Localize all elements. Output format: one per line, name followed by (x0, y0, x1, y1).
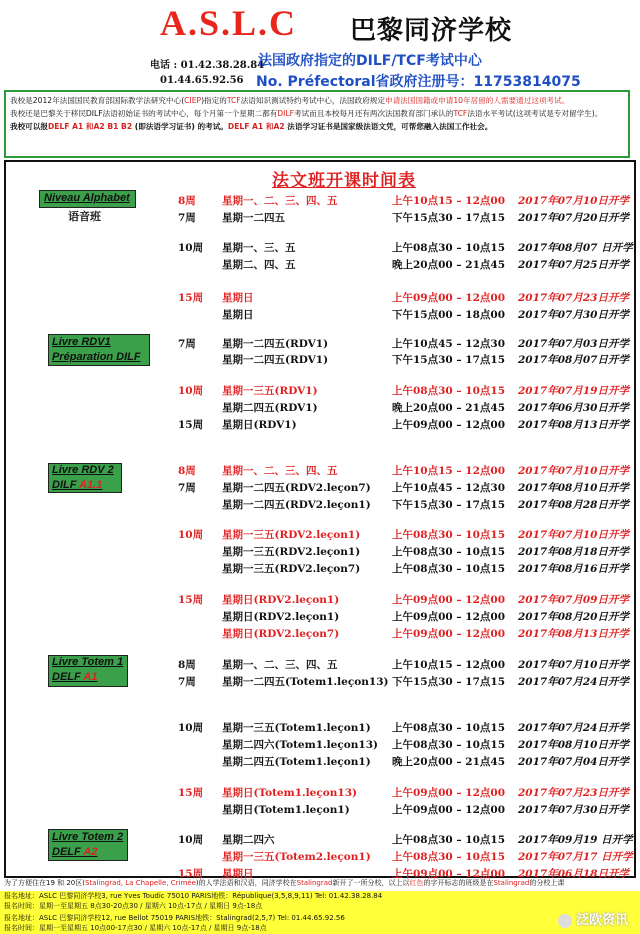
row-date: 2017年08月16日开学 (518, 563, 629, 575)
schedule-row (0, 383, 640, 399)
row-date: 2017年08月20日开学 (518, 611, 629, 623)
row-days: 星期日(RDV2.leçon1) (222, 611, 340, 623)
schedule-row (0, 832, 640, 848)
level-totem1: Livre Totem 1 (52, 656, 124, 668)
schedule-row (0, 210, 640, 226)
notice-line-2: 我校还是巴黎关于移民DILF法语初始证书的考试中心，每个月第一个星期二都有DILF考试而且本校每月还有两次法国教育部门承认的TCF法语水平考试(这项考试是专对留学生)。 (10, 109, 603, 118)
level-alphabet: Niveau Alphabet (44, 192, 130, 204)
row-days: 星期二四六 (222, 834, 275, 846)
row-days: 星期二、四、五 (222, 259, 296, 271)
row-days: 星期日(Totem1.leçon1) (222, 804, 350, 816)
row-date: 2017年08月10日开学 (518, 739, 629, 751)
logo: A.S.L.C (160, 3, 298, 43)
schedule-row (0, 463, 640, 479)
school-name: 巴黎同济学校 (350, 16, 513, 46)
row-days: 星期一三五(RDV2.leçon1) (222, 529, 361, 541)
row-date: 2017年07月20日开学 (518, 212, 629, 224)
schedule-row (0, 737, 640, 753)
row-days: 星期一二四五(RDV1) (222, 338, 329, 350)
row-time: 上午08点30 – 10点15 (392, 834, 506, 846)
row-time: 晚上20点00 – 21点45 (392, 756, 506, 768)
schedule-row (0, 754, 640, 770)
row-date: 2017年07月10日开学 (518, 195, 629, 207)
row-weeks: 7周 (178, 482, 196, 494)
row-weeks: 7周 (178, 212, 196, 224)
row-weeks: 15周 (178, 594, 204, 606)
row-time: 上午08点30 – 10点15 (392, 563, 506, 575)
schedule-row (0, 480, 640, 496)
row-weeks: 15周 (178, 787, 204, 799)
row-time: 下午15点30 – 17点15 (392, 212, 506, 224)
schedule-row (0, 657, 640, 673)
wechat-icon (558, 914, 572, 928)
row-weeks: 15周 (178, 419, 204, 431)
notice-line-3: 我校可以报DELF A1 和A2 B1 B2 (即法语学习证书) 的考试。DELF A1 和A2 法语学习证书是国家级法语文凭，可帮您融入法国工作社会。 (10, 122, 493, 131)
row-time: 上午09点00 – 12点00 (392, 611, 506, 623)
row-time: 下午15点30 – 17点15 (392, 499, 506, 511)
row-date: 2017年07月24日开学 (518, 676, 629, 688)
phone-2: 01.44.65.92.56 (160, 75, 244, 86)
row-date: 2017年07月23日开学 (518, 787, 629, 799)
level-totem2-sub: DELF A2 (52, 846, 98, 858)
row-weeks: 10周 (178, 722, 204, 734)
row-days: 星期一三五(RDV1) (222, 385, 318, 397)
row-date: 2017年07月03日开学 (518, 338, 629, 350)
row-date: 2017年06月18日开学 (518, 868, 629, 880)
row-time: 上午09点00 – 12点00 (392, 419, 506, 431)
row-days: 星期一三五(Totem2.leçon1) (222, 851, 371, 863)
row-days: 星期一二四五(Totem1.leçon13) (222, 676, 389, 688)
row-weeks: 7周 (178, 338, 196, 350)
schedule-row (0, 849, 640, 865)
row-time: 晚上20点00 – 21点45 (392, 402, 506, 414)
row-time: 上午10点15 – 12点00 (392, 195, 506, 207)
row-date: 2017年07月30日开学 (518, 309, 629, 321)
row-days: 星期一三五(RDV2.leçon7) (222, 563, 361, 575)
row-time: 上午09点00 – 12点00 (392, 594, 506, 606)
row-time: 上午10点15 – 12点00 (392, 659, 506, 671)
schedule-row (0, 257, 640, 273)
row-days: 星期日(RDV2.leçon7) (222, 628, 340, 640)
row-days: 星期日(Totem1.leçon13) (222, 787, 357, 799)
row-date: 2017年07月24日开学 (518, 722, 629, 734)
row-time: 上午10点45 – 12点30 (392, 482, 506, 494)
level-alphabet-sub: 语音班 (68, 210, 101, 223)
schedule-row (0, 609, 640, 625)
row-time: 上午09点00 – 12点00 (392, 292, 506, 304)
schedule-row (0, 290, 640, 306)
schedule-row (0, 561, 640, 577)
row-time: 上午08点30 – 10点15 (392, 739, 506, 751)
footer-address-1: 报名地址：ASLC 巴黎同济学校3, rue Yves Toudic 75010 PARIS地铁：République(3,5,8,9,11) Tel: 01.42.38.28.84 报名时间：星期一至星期五 8点30-20点30 / 星期六 10点-17点 / 星期日 9点-18点 (0, 891, 640, 913)
watermark: 泛欧资讯 (558, 909, 628, 928)
schedule-row (0, 592, 640, 608)
exam-center-title: 法国政府指定的DILF/TCF考试中心 (258, 53, 482, 69)
row-days: 星期一、二、三、四、五 (222, 659, 338, 671)
row-weeks: 8周 (178, 195, 196, 207)
schedule-row (0, 193, 640, 209)
row-time: 上午10点15 – 12点00 (392, 465, 506, 477)
schedule-row (0, 626, 640, 642)
row-days: 星期二四五(Totem1.leçon1) (222, 756, 371, 768)
row-date: 2017年07月10日开学 (518, 659, 629, 671)
row-date: 2017年07月30日开学 (518, 804, 629, 816)
row-weeks: 10周 (178, 385, 204, 397)
row-time: 上午09点00 – 12点00 (392, 787, 506, 799)
row-days: 星期一二四五 (222, 212, 285, 224)
schedule-row (0, 497, 640, 513)
row-days: 星期二四五(RDV1) (222, 402, 318, 414)
schedule-row (0, 802, 640, 818)
row-days: 星期日 (222, 309, 254, 321)
row-days: 星期日 (222, 292, 254, 304)
row-date: 2017年08月28日开学 (518, 499, 629, 511)
row-days: 星期日 (222, 868, 254, 880)
row-date: 2017年07月17 日开学 (518, 851, 633, 863)
phone-1: 电话 : 01.42.38.28.84 (150, 60, 265, 71)
row-date: 2017年07月10日开学 (518, 529, 629, 541)
row-days: 星期一二四五(RDV2.leçon7) (222, 482, 371, 494)
row-time: 下午15点00 – 18点00 (392, 309, 506, 321)
row-date: 2017年07月04日开学 (518, 756, 629, 768)
row-date: 2017年08月07日开学 (518, 354, 629, 366)
level-rdv2: Livre RDV 2 (52, 464, 114, 476)
row-date: 2017年07月23日开学 (518, 292, 629, 304)
level-totem2: Livre Totem 2 (52, 831, 124, 843)
row-weeks: 8周 (178, 659, 196, 671)
row-time: 上午08点30 – 10点15 (392, 546, 506, 558)
row-date: 2017年08月10日开学 (518, 482, 629, 494)
row-time: 上午08点30 – 10点15 (392, 722, 506, 734)
row-time: 上午08点30 – 10点15 (392, 385, 506, 397)
row-date: 2017年08月07 日开学 (518, 242, 633, 254)
row-weeks: 8周 (178, 465, 196, 477)
schedule-row (0, 785, 640, 801)
row-days: 星期一二四五(RDV1) (222, 354, 329, 366)
row-weeks: 7周 (178, 676, 196, 688)
row-weeks: 15周 (178, 292, 204, 304)
row-days: 星期一、二、三、四、五 (222, 195, 338, 207)
row-date: 2017年08月13日开学 (518, 419, 629, 431)
row-date: 2017年08月18日开学 (518, 546, 629, 558)
schedule-row (0, 400, 640, 416)
row-days: 星期日(RDV1) (222, 419, 297, 431)
row-time: 上午10点45 – 12点30 (392, 338, 506, 350)
schedule-row (0, 352, 640, 368)
schedule-row (0, 240, 640, 256)
schedule-row (0, 720, 640, 736)
level-totem1-sub: DELF A1 (52, 671, 98, 683)
row-date: 2017年07月25日开学 (518, 259, 629, 271)
row-days: 星期一、二、三、四、五 (222, 465, 338, 477)
row-time: 晚上20点00 – 21点45 (392, 259, 506, 271)
row-date: 2017年08月13日开学 (518, 628, 629, 640)
schedule-row (0, 307, 640, 323)
row-weeks: 10周 (178, 242, 204, 254)
row-date: 2017年07月10日开学 (518, 465, 629, 477)
row-days: 星期一三五(Totem1.leçon1) (222, 722, 371, 734)
row-days: 星期一二四五(RDV2.leçon1) (222, 499, 371, 511)
row-date: 2017年07月19日开学 (518, 385, 629, 397)
schedule-title: 法文班开课时间表 (272, 171, 416, 191)
schedule-row (0, 527, 640, 543)
row-days: 星期一三五(RDV2.leçon1) (222, 546, 361, 558)
row-date: 2017年06月30日开学 (518, 402, 629, 414)
header (0, 0, 640, 90)
row-time: 下午15点30 – 17点15 (392, 676, 506, 688)
row-time: 上午08点30 – 10点15 (392, 242, 506, 254)
row-days: 星期二四六(Totem1.leçon13) (222, 739, 378, 751)
footer-address-2: 报名地址：ASLC 巴黎同济学校12, rue Bellot 75019 PARIS地铁：Stalingrad(2,5,7) Tel: 01.44.65.92.56 报名时间：星期一至星期五 10点00-17点30 / 星期六 10点-17点 / 星期日 9点-18点 (0, 913, 640, 934)
row-weeks: 15周 (178, 868, 204, 880)
row-time: 上午08点30 – 10点15 (392, 851, 506, 863)
row-time: 下午15点30 – 17点15 (392, 354, 506, 366)
row-time: 上午09点00 – 12点00 (392, 868, 506, 880)
level-rdv2-sub: DILF A1.1 (52, 479, 103, 491)
prefecture-number: No. Préfectoral省政府注册号：11753814075 (256, 74, 581, 90)
footer-note: 为了方便住在19 和 20区(Stalingrad, La Chapelle, Crimée)的人学法语和汉语，同济学校在Stalingrad新开了一所分校，以上以红色的字开标志的班级是在Stalingrad的分校上课 (4, 879, 565, 887)
level-rdv1: Livre RDV1 (52, 336, 111, 348)
row-days: 星期一、三、五 (222, 242, 296, 254)
notice-box (4, 90, 630, 158)
row-time: 上午09点00 – 12点00 (392, 628, 506, 640)
row-date: 2017年09月19 日开学 (518, 834, 633, 846)
schedule-row (0, 674, 640, 690)
row-time: 上午09点00 – 12点00 (392, 804, 506, 816)
row-weeks: 10周 (178, 834, 204, 846)
schedule-row (0, 336, 640, 352)
row-date: 2017年07月09日开学 (518, 594, 629, 606)
schedule-row (0, 544, 640, 560)
notice-line-1: 我校是2012年法国国民教育部国际教学法研究中心(CIEP)指定的TCF法语知识测试特约考试中心，法国政府规定申请法国国籍或申请10年居留的人需要通过这项考试。 (10, 96, 570, 105)
row-days: 星期日(RDV2.leçon1) (222, 594, 340, 606)
schedule-row (0, 417, 640, 433)
row-weeks: 10周 (178, 529, 204, 541)
level-rdv1-sub: Préparation DILF (52, 351, 141, 363)
row-time: 上午08点30 – 10点15 (392, 529, 506, 541)
